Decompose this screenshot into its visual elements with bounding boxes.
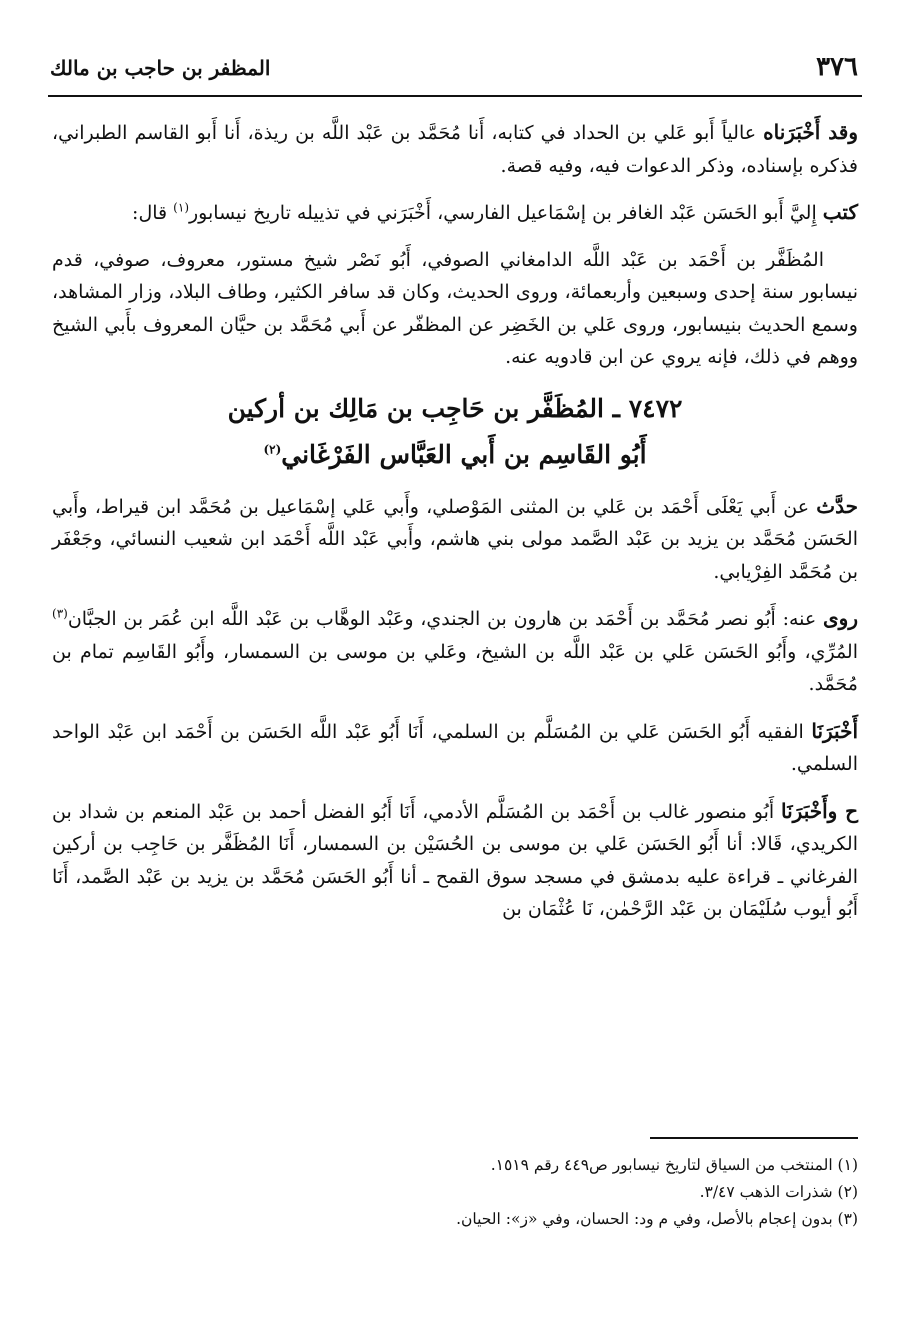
paragraph-keyword: حدَّث	[816, 493, 858, 518]
footnote: (٣) بدون إعجام بالأصل، وفي م ود: الحسان، وفي «ز»: الحيان.	[456, 1210, 858, 1228]
footnote-ref: (٣)	[52, 606, 68, 621]
paragraph	[52, 116, 858, 182]
paragraph-keyword: كتب	[822, 200, 858, 224]
paragraph	[52, 490, 858, 589]
paragraph-text: الفقيه أَبُو الحَسَن عَلي بن المُسَلَّم بن السلمي، أَنَا أَبُو عَبْد اللَّه الحَسَن بن أَحْمَد ابن عَبْد الواحد السلمي.	[52, 720, 858, 775]
running-head	[50, 50, 858, 96]
quoted-paragraph	[52, 244, 858, 374]
main-text	[52, 116, 858, 940]
paragraph-text: المُظَفَّر بن أَحْمَد بن عَبْد اللَّه الدامغاني الصوفي، أَبُو نَصْر شيخ مستور، معروف، صوفي، قدم نيسابور سنة إحدى وسبعين وأربعمائة، وروى الحديث، وكان قد سافر الكثير، وطاف البلاد، وزار المشاهد، وسمع الحديث بنيسابور، وروى عَلي بن الخَضِر عن المظفّر عن أَبي مُحَمَّد بن حيَّان المعروف بأَبي الشيخ ووهم في ذلك، فإنه يروي عن ابن قادويه عنه.	[52, 248, 858, 368]
paragraph-text: عنه: أَبُو نصر مُحَمَّد بن أَحْمَد بن هارون بن الجندي، وعَبْد الوهَّاب بن عَبْد اللَّه ابن عُمَر بن الجبَّان	[67, 608, 824, 630]
paragraph-text: عالياً أَبو عَلي بن الحداد في كتابه، أَنا مُحَمَّد بن عَبْد اللَّه بن ريذة، أَنا أَبو القاسم الطبراني، فذكره بإسناده، وذكر الدعوات فيه، وفيه قصة.	[52, 122, 858, 177]
paragraph-text: المُرِّي، وأَبُو الحَسَن عَلي بن عَبْد اللَّه بن الشيخ، وعَلي بن موسى بن السمسار، وأَبُو القَاسِم تمام بن مُحَمَّد.	[52, 640, 858, 695]
entry-subtitle-text: أَبُو القَاسِم بن أَبي العَبَّاس الفَرْغَاني	[281, 439, 647, 469]
footnote-ref: (١)	[173, 200, 189, 215]
paragraph	[52, 602, 858, 701]
paragraph-keyword: أَخْبَرَنَا	[811, 718, 858, 743]
entry-title: ٧٤٧٢ ـ المُظَفَّر بن حَاجِب بن مَالِك بن أركين	[227, 393, 683, 423]
footnote: (٢) شذرات الذهب ٣/٤٧.	[699, 1183, 858, 1201]
header-rule	[48, 95, 862, 97]
footnote: (١) المنتخب من السياق لتاريخ نيسابور ص٤٤٩ رقم ١٥١٩.	[490, 1156, 858, 1174]
paragraph-text: قال:	[132, 202, 174, 224]
footnote-rule	[650, 1137, 858, 1139]
entry-subtitle	[52, 434, 858, 476]
footnotes	[52, 1152, 858, 1233]
running-title: المظفر بن حاجب بن مالك	[50, 56, 271, 80]
footnote-ref: (٢)	[263, 442, 282, 457]
paragraph	[52, 795, 858, 926]
paragraph-text: عن أَبي يَعْلَى أَحْمَد بن عَلي بن المثنى المَوْصلي، وأَبي عَلي إسْمَاعيل بن مُحَمَّد ابن قيراط، وأَبي الحَسَن مُحَمَّد بن يزيد بن عَبْد الصَّمد مولى بني هاشم، وأَبي عَبْد اللَّه أَحْمَد ابن شعيب النسائي، وجَعْفَر بن مُحَمَّد الفِرْيابي.	[52, 495, 858, 583]
paragraph-keyword: روى	[823, 606, 858, 630]
paragraph	[52, 715, 858, 781]
paragraph-keyword: وقد أَخْبَرَناه	[763, 120, 859, 144]
paragraph-text: إِليَّ أَبو الحَسَن عَبْد الغافر بن إسْمَاعيل الفارسي، أَخْبَرَني في تذييله تاريخ نيسابور	[189, 202, 823, 224]
paragraph-keyword: ح وأَخْبَرَنَا	[781, 798, 858, 823]
paragraph	[52, 196, 858, 230]
paragraph-text: أَبُو منصور غالب بن أَحْمَد بن المُسَلَّم الأدمي، أَنَا أَبُو الفضل أحمد بن عَبْد المنعم بن شداد بن الكريدي، قَالا: أنا أَبُو الحَسَن عَلي بن موسى بن الحُسَيْن بن السمسار، أَنَا المُظَفَّر بن حَاجِب بن أركين الفرغاني ـ قراءة عليه بدمشق في مسجد سوق القمح ـ أنا أَبُو الحَسَن مُحَمَّد بن يزيد بن عَبْد الصَّمد، أَنَا أَبُو أيوب سُلَيْمَان بن عَبْد الرَّحْمٰن، نَا عُثْمَان بن	[52, 800, 858, 920]
page-number: ٣٧٦	[816, 52, 858, 82]
